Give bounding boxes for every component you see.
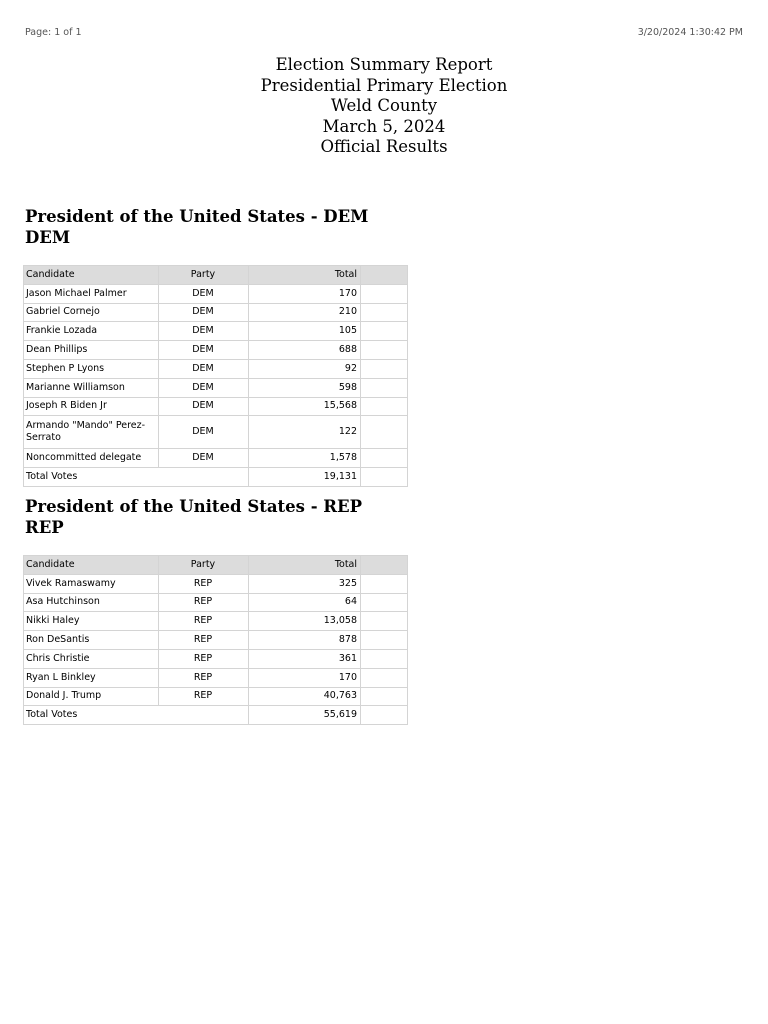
table-row bbox=[24, 303, 408, 322]
candidate-name: Noncommitted delegate bbox=[24, 449, 159, 468]
county-name: Weld County bbox=[330, 96, 438, 115]
results-table-rep bbox=[23, 555, 408, 725]
table-header-row bbox=[24, 266, 408, 285]
candidate-name: Gabriel Cornejo bbox=[24, 303, 159, 322]
table-row bbox=[24, 359, 408, 378]
blank-cell bbox=[361, 378, 408, 397]
candidate-party: REP bbox=[159, 593, 249, 612]
candidate-name: Frankie Lozada bbox=[24, 322, 159, 341]
candidate-party: DEM bbox=[159, 416, 249, 449]
column-header-blank bbox=[361, 556, 408, 575]
blank-cell bbox=[361, 574, 408, 593]
table-row bbox=[24, 649, 408, 668]
candidate-total: 170 bbox=[249, 284, 361, 303]
candidate-total: 361 bbox=[249, 649, 361, 668]
candidate-total: 1,578 bbox=[249, 449, 361, 468]
report-title-block bbox=[0, 55, 768, 158]
total-votes-row bbox=[24, 706, 408, 725]
candidate-total: 15,568 bbox=[249, 397, 361, 416]
candidate-party: REP bbox=[159, 649, 249, 668]
candidate-party: REP bbox=[159, 612, 249, 631]
race-party-line: DEM bbox=[25, 228, 71, 247]
blank-cell bbox=[361, 631, 408, 650]
candidate-name: Stephen P Lyons bbox=[24, 359, 159, 378]
candidate-party: DEM bbox=[159, 378, 249, 397]
total-votes-row bbox=[24, 468, 408, 487]
candidate-party: REP bbox=[159, 668, 249, 687]
candidate-name: Joseph R Biden Jr bbox=[24, 397, 159, 416]
page-number: Page: 1 of 1 bbox=[25, 27, 82, 38]
candidate-name: Donald J. Trump bbox=[24, 687, 159, 706]
column-header-total: Total bbox=[249, 556, 361, 575]
candidate-name: Chris Christie bbox=[24, 649, 159, 668]
table-row bbox=[24, 612, 408, 631]
candidate-total: 325 bbox=[249, 574, 361, 593]
candidate-party: DEM bbox=[159, 397, 249, 416]
candidate-party: DEM bbox=[159, 303, 249, 322]
election-name: Presidential Primary Election bbox=[260, 75, 508, 95]
table-row bbox=[24, 668, 408, 687]
blank-cell bbox=[361, 397, 408, 416]
blank-cell bbox=[361, 359, 408, 378]
candidate-party: DEM bbox=[159, 284, 249, 303]
report-title: Election Summary Report bbox=[275, 55, 493, 74]
candidate-name: Armando "Mando" Perez-Serrato bbox=[24, 416, 159, 449]
table-row bbox=[24, 284, 408, 303]
candidate-total: 688 bbox=[249, 341, 361, 360]
blank-cell bbox=[361, 593, 408, 612]
blank-cell bbox=[361, 303, 408, 322]
table-row bbox=[24, 687, 408, 706]
candidate-total: 64 bbox=[249, 593, 361, 612]
blank-cell bbox=[361, 284, 408, 303]
candidate-total: 122 bbox=[249, 416, 361, 449]
race-title-rep bbox=[25, 496, 395, 538]
blank-cell bbox=[361, 416, 408, 449]
candidate-name: Ron DeSantis bbox=[24, 631, 159, 650]
candidate-total: 105 bbox=[249, 322, 361, 341]
blank-cell bbox=[361, 468, 408, 487]
results-status: Official Results bbox=[320, 137, 448, 156]
blank-cell bbox=[361, 668, 408, 687]
column-header-blank bbox=[361, 266, 408, 285]
candidate-name: Dean Phillips bbox=[24, 341, 159, 360]
candidate-party: DEM bbox=[159, 341, 249, 360]
blank-cell bbox=[361, 322, 408, 341]
total-votes-value: 19,131 bbox=[249, 468, 361, 487]
candidate-party: DEM bbox=[159, 322, 249, 341]
race-title-dem bbox=[25, 206, 395, 248]
candidate-party: DEM bbox=[159, 449, 249, 468]
column-header-candidate: Candidate bbox=[24, 266, 159, 285]
candidate-total: 878 bbox=[249, 631, 361, 650]
candidate-party: REP bbox=[159, 631, 249, 650]
table-row bbox=[24, 416, 408, 449]
total-votes-label: Total Votes bbox=[24, 706, 249, 725]
total-votes-label: Total Votes bbox=[24, 468, 249, 487]
candidate-name: Nikki Haley bbox=[24, 612, 159, 631]
candidate-name: Jason Michael Palmer bbox=[24, 284, 159, 303]
candidate-name: Asa Hutchinson bbox=[24, 593, 159, 612]
table-row bbox=[24, 397, 408, 416]
candidate-total: 92 bbox=[249, 359, 361, 378]
race-title-line: President of the United States - DEM bbox=[25, 207, 369, 226]
table-row bbox=[24, 593, 408, 612]
race-party-line: REP bbox=[25, 518, 64, 537]
candidate-name: Ryan L Binkley bbox=[24, 668, 159, 687]
candidate-name: Marianne Williamson bbox=[24, 378, 159, 397]
table-row bbox=[24, 631, 408, 650]
candidate-party: REP bbox=[159, 574, 249, 593]
column-header-party: Party bbox=[159, 556, 249, 575]
blank-cell bbox=[361, 706, 408, 725]
table-header-row bbox=[24, 556, 408, 575]
candidate-total: 13,058 bbox=[249, 612, 361, 631]
column-header-party: Party bbox=[159, 266, 249, 285]
table-row bbox=[24, 341, 408, 360]
table-row bbox=[24, 322, 408, 341]
candidate-total: 40,763 bbox=[249, 687, 361, 706]
column-header-candidate: Candidate bbox=[24, 556, 159, 575]
report-timestamp: 3/20/2024 1:30:42 PM bbox=[637, 27, 743, 38]
blank-cell bbox=[361, 649, 408, 668]
candidate-party: REP bbox=[159, 687, 249, 706]
candidate-name: Vivek Ramaswamy bbox=[24, 574, 159, 593]
results-table-dem bbox=[23, 265, 408, 487]
race-title-line: President of the United States - REP bbox=[25, 497, 362, 516]
table-row bbox=[24, 574, 408, 593]
election-date: March 5, 2024 bbox=[322, 116, 446, 136]
candidate-total: 598 bbox=[249, 378, 361, 397]
blank-cell bbox=[361, 449, 408, 468]
table-row bbox=[24, 378, 408, 397]
total-votes-value: 55,619 bbox=[249, 706, 361, 725]
table-row bbox=[24, 449, 408, 468]
candidate-total: 210 bbox=[249, 303, 361, 322]
blank-cell bbox=[361, 341, 408, 360]
blank-cell bbox=[361, 687, 408, 706]
column-header-total: Total bbox=[249, 266, 361, 285]
blank-cell bbox=[361, 612, 408, 631]
candidate-total: 170 bbox=[249, 668, 361, 687]
candidate-party: DEM bbox=[159, 359, 249, 378]
